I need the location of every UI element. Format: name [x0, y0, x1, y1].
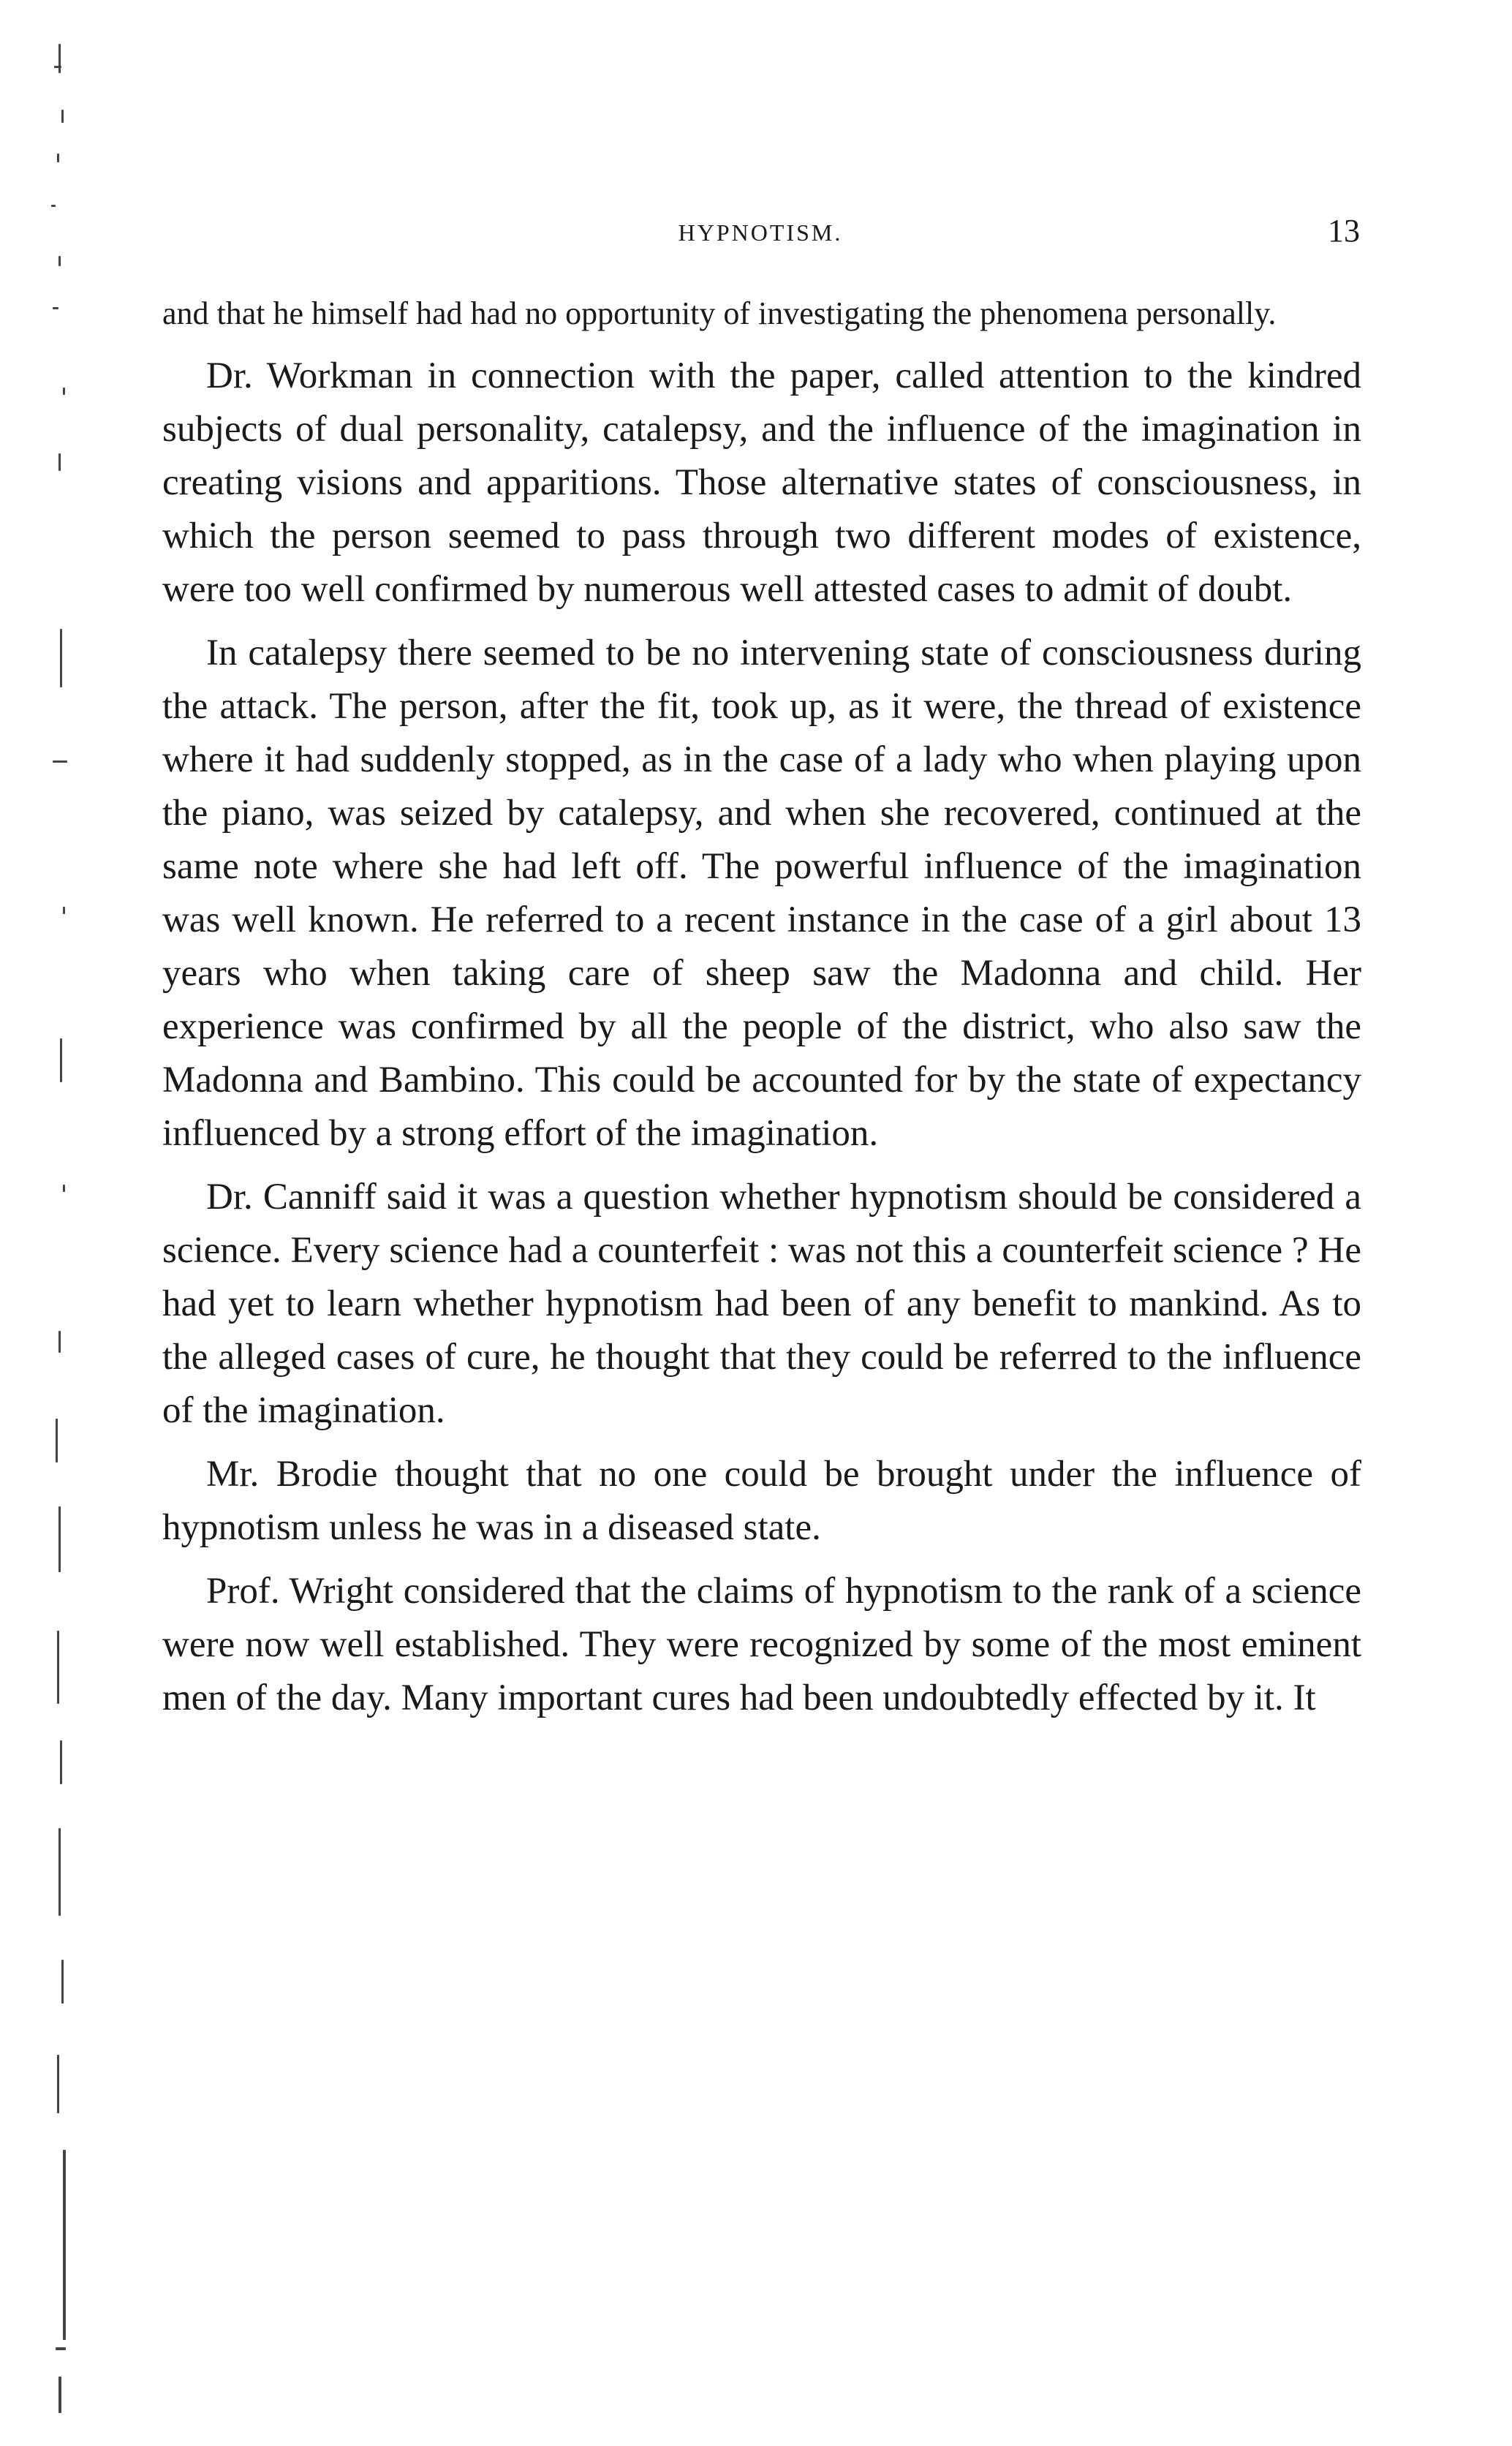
body-text [162, 290, 1361, 1725]
paragraph-brodie: Mr. Brodie thought that no one could be brought under the influence of hypnotism unless he was in a diseased state. [162, 1454, 1361, 1548]
running-header [161, 212, 1360, 256]
binding-gutter-marks [44, 44, 95, 2428]
paragraph-wright: Prof. Wright considered that the claims of hypnotism to the rank of a science were now well established. They were recognized by some of the most eminent men of the day. Many important cures had been undoubtedly effected by it. It [162, 1571, 1361, 1718]
paragraph-workman: Dr. Workman in connection with the paper, called attention to the kindred subjects of dual personality, catalepsy, and the influence of the imagination in creating visions and apparitions. Those alternative states of consciousness, in which the person seemed to pass through two different modes of existence, were too well confirmed by numerous well attested cases to admit of doubt. [162, 355, 1361, 610]
paragraph-continuation: and that he himself had had no opportunity of investigating the phenomena personally. [162, 295, 1277, 331]
page-number: 13 [1328, 213, 1360, 249]
paragraph-canniff: Dr. Canniff said it was a question whether hypnotism should be considered a science. Every science had a counterfeit : was not this a counterfeit science ? He had yet to learn whether hypnotism had been of any benefit to mankind. As to the alleged cases of cure, he thought that they could be referred to the influence of the imagination. [162, 1177, 1361, 1431]
paragraph-catalepsy: In catalepsy there seemed to be no intervening state of consciousness during the attack. The person, after the fit, took up, as it were, the thread of existence where it had suddenly stopped, as in the case of a lady who when playing upon the piano, was seized by catalepsy, and when she recovered, continued at the same note where she had left off. The powerful influence of the imagination was well known. He referred to a recent instance in the case of a girl about 13 years who when taking care of sheep saw the Madonna and child. Her experience was confirmed by all the people of the district, who also saw the Madonna and Bambino. This could be accounted for by the state of expectancy influenced by a strong effort of the imagination. [162, 633, 1361, 1154]
running-title: HYPNOTISM. [678, 219, 843, 246]
